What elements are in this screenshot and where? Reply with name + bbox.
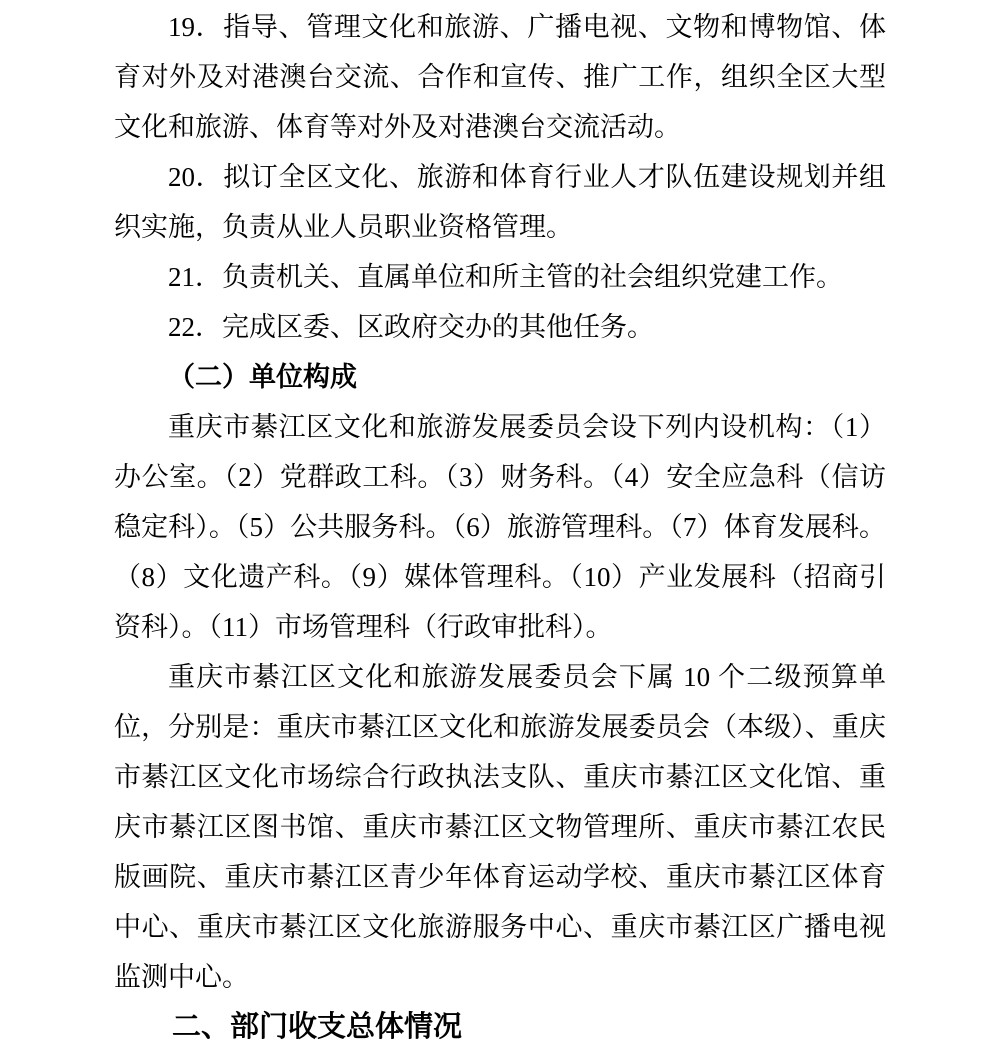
duty-item-22: 22．完成区委、区政府交办的其他任务。 — [168, 312, 654, 342]
duty-item-20: 20．拟订全区文化、旅游和体育行业人才队伍建设规划并组织实施，负责从业人员职业资格管理。 — [114, 162, 886, 242]
paragraph-subordinate-budget-units: 重庆市綦江区文化和旅游发展委员会下属 10 个二级预算单位，分别是：重庆市綦江区文化和旅游发展委员会（本级）、重庆市綦江区文化市场综合行政执法支队、重庆市綦江区文化馆、重庆市綦江区图书馆、重庆市綦江区文物管理所、重庆市綦江农民版画院、重庆市綦江区青少年体育运动学校、重庆市綦江区体育中心、重庆市綦江区文化旅游服务中心、重庆市綦江区广播电视监测中心。 — [114, 662, 886, 992]
duty-item-21: 21．负责机关、直属单位和所主管的社会组织党建工作。 — [168, 262, 843, 292]
duty-item-19: 19．指导、管理文化和旅游、广播电视、文物和博物馆、体育对外及对港澳台交流、合作和宣传、推广工作，组织全区大型文化和旅游、体育等对外及对港澳台交流活动。 — [114, 12, 886, 142]
paragraph-internal-org-structure: 重庆市綦江区文化和旅游发展委员会设下列内设机构：（1）办公室。（2）党群政工科。（3）财务科。（4）安全应急科（信访稳定科）。（5）公共服务科。（6）旅游管理科。（7）体育发展科。（8）文化遗产科。（9）媒体管理科。（10）产业发展科（招商引资科）。（11）市场管理科（行政审批科）。 — [114, 412, 886, 642]
section-heading-budget-overview: 二、部门收支总体情况 — [172, 1011, 463, 1043]
subsection-heading-unit-composition: （二）单位构成 — [168, 362, 357, 392]
